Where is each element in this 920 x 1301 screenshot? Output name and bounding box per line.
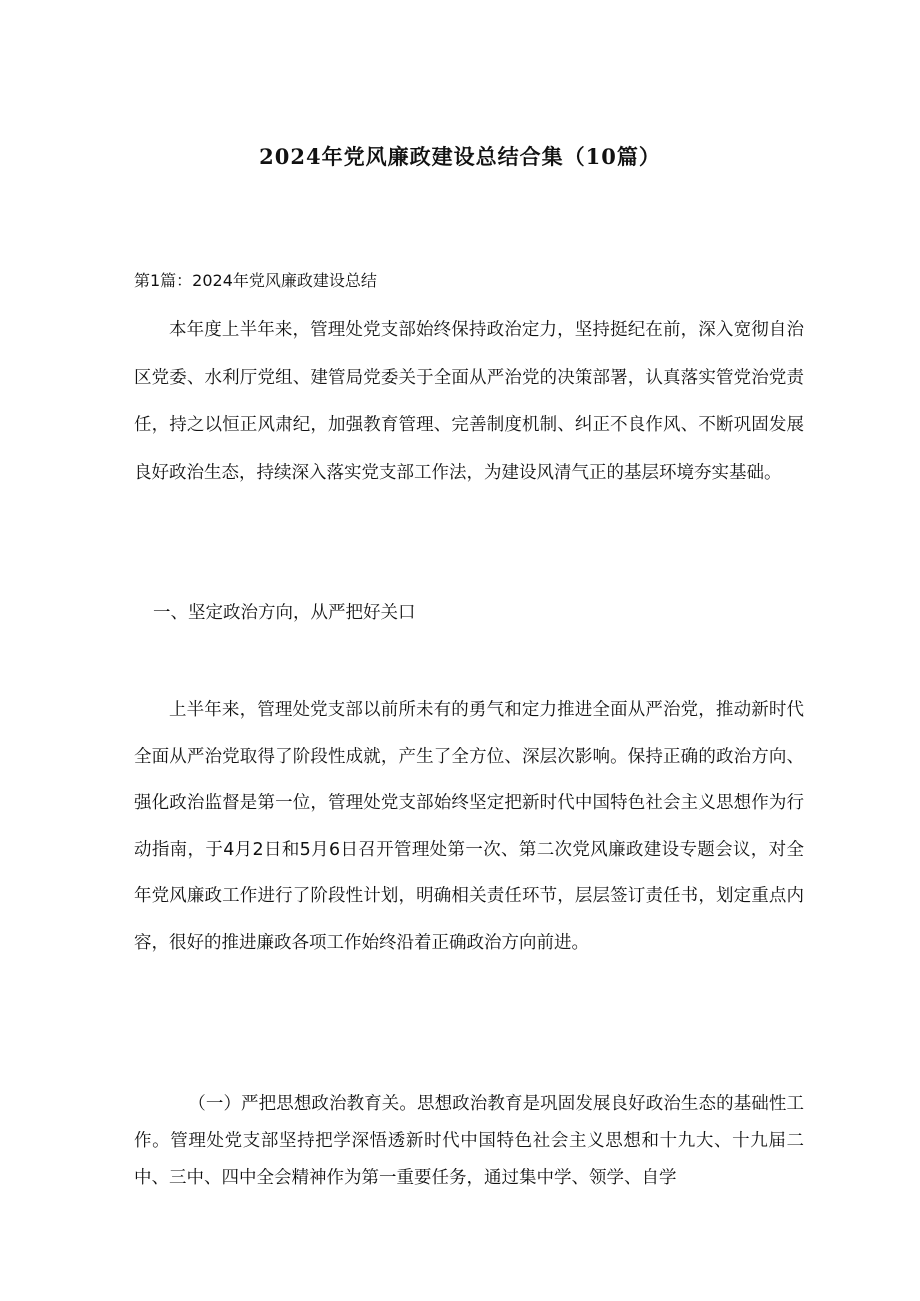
intro-paragraph: 本年度上半年来，管理处党支部始终保持政治定力，坚持挺纪在前，深入宽彻自治区党委、水利厅党组、建管局党委关于全面从严治党的决策部署，认真落实管党治党责任，持之以恒正风肃纪，加强教育管理、完善制度机制、纠正不良作风、不断巩固发展良好政治生态，持续深入落实党支部工作法，为建设风清气正的基层环境夯实基础。: [134, 320, 804, 483]
body-paragraph: 上半年来，管理处党支部以前所未有的勇气和定力推进全面从严治党，推动新时代全面从严治党取得了阶段性成就，产生了全方位、深层次影响。保持正确的政治方向、强化政治监督是第一位，管理处党支部始终坚定把新时代中国特色社会主义思想作为行动指南，于4月2日和5月6日召开管理处第一次、第二次党风廉政建设专题会议，对全年党风廉政工作进行了阶段性计划，明确相关责任环节，层层签订责任书，划定重点内容，很好的推进廉政各项工作始终沿着正确政治方向前进。: [134, 700, 804, 953]
chapter-heading: 第1篇：2024年党风廉政建设总结: [134, 271, 377, 290]
document-title: 2024年党风廉政建设总结合集（10篇）: [259, 144, 661, 169]
section-heading: 一、坚定政治方向，从严把好关口: [153, 603, 416, 623]
subsection-paragraph: （一）严把思想政治教育关。思想政治教育是巩固发展良好政治生态的基础性工作。管理处党支部坚持把学深悟透新时代中国特色社会主义思想和十九大、十九届二中、三中、四中全会精神作为第一重要任务，通过集中学、领学、自学: [134, 1094, 804, 1188]
